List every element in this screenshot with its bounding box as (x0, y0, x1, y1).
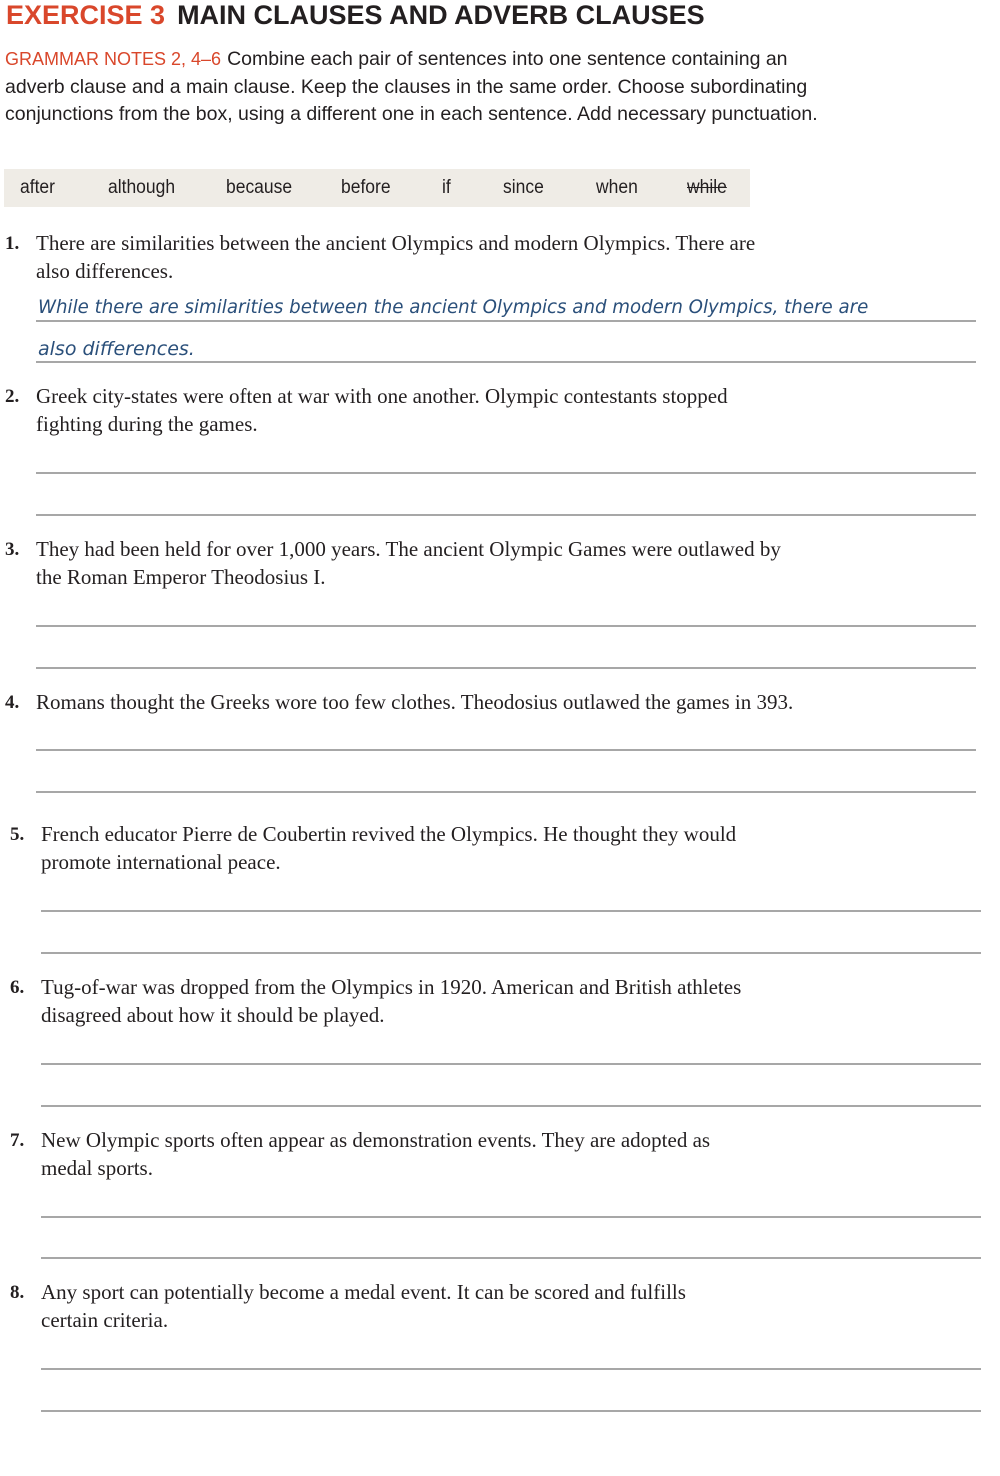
item-number: 6. (10, 977, 25, 998)
sentence-line: also differences. (36, 258, 174, 283)
item-number: 3. (5, 539, 20, 560)
sentence-line: Romans thought the Greeks wore too few clothes. Theodosius outlawed the games in 393. (36, 690, 794, 714)
item-sentence (36, 689, 793, 717)
word-since: since (503, 177, 544, 198)
answer-line[interactable] (36, 320, 976, 322)
answer-line[interactable] (41, 910, 981, 912)
answer-line[interactable] (41, 952, 981, 954)
answer-line[interactable] (36, 361, 976, 363)
exercise-heading: MAIN CLAUSES AND ADVERB CLAUSES (177, 0, 705, 30)
item-number: 2. (5, 386, 20, 407)
word-after: after (20, 177, 55, 198)
word-because: because (226, 177, 293, 198)
answer-line[interactable] (36, 472, 976, 474)
word-when: when (596, 177, 638, 198)
item-sentence (41, 1279, 686, 1334)
sentence-line: disagreed about how it should be played. (41, 1002, 385, 1027)
answer-line[interactable] (41, 1368, 981, 1370)
item-sentence (41, 974, 741, 1029)
answer-line[interactable] (36, 749, 976, 751)
word-before: before (341, 177, 391, 198)
word-while-crossed-out: while (687, 177, 727, 198)
word-although: although (108, 177, 176, 198)
item-number: 8. (10, 1282, 25, 1303)
answer-line[interactable] (41, 1410, 981, 1412)
item-sentence (41, 821, 736, 876)
answer-line[interactable] (36, 514, 976, 516)
conjunction-word-box (4, 169, 750, 207)
item-sentence (36, 383, 728, 438)
answer-line[interactable] (41, 1257, 981, 1259)
word-if: if (442, 177, 451, 198)
answer-line[interactable] (36, 625, 976, 627)
item-sentence (41, 1127, 710, 1182)
item-number: 5. (10, 824, 25, 845)
answer-line[interactable] (36, 667, 976, 669)
instructions (5, 46, 845, 129)
item-sentence (36, 536, 781, 591)
answer-line[interactable] (41, 1216, 981, 1218)
handwritten-answer-line: also differences. (38, 338, 195, 360)
sentence-line: the Roman Emperor Theodosius I. (36, 564, 326, 589)
exercise-title (6, 0, 705, 31)
sentence-line: fighting during the games. (36, 411, 258, 436)
item-number: 7. (10, 1130, 25, 1151)
sentence-line: medal sports. (41, 1155, 153, 1180)
sentence-line: New Olympic sports often appear as demonstration events. They are adopted as (41, 1128, 711, 1152)
instructions-text: Combine each pair of sentences into one sentence containing an adverb clause and a main clause. Keep the clauses in the same order. Choose subordinating conjunctions from the box, using a different one in each sentence. Add necessary punctuation. (5, 48, 818, 125)
sentence-line: Tug-of-war was dropped from the Olympics in 1920. American and British athletes (41, 975, 742, 999)
sentence-line: French educator Pierre de Coubertin revived the Olympics. He thought they would (41, 822, 737, 846)
answer-line[interactable] (41, 1105, 981, 1107)
answer-line[interactable] (41, 1063, 981, 1065)
item-number: 1. (5, 233, 20, 254)
item-number: 4. (5, 692, 20, 713)
sentence-line: Any sport can potentially become a medal event. It can be scored and fulfills (41, 1280, 686, 1304)
exercise-label: EXERCISE 3 (6, 0, 166, 30)
handwritten-answer-line: While there are similarities between the ancient Olympics and modern Olympics, there are (38, 296, 869, 318)
sentence-line: Greek city-states were often at war with one another. Olympic contestants stopped (36, 384, 728, 408)
sentence-line: They had been held for over 1,000 years. The ancient Olympic Games were outlawed by (36, 537, 781, 561)
answer-line[interactable] (36, 791, 976, 793)
grammar-notes-label: GRAMMAR NOTES 2, 4–6 (5, 49, 222, 69)
sentence-line: promote international peace. (41, 849, 281, 874)
sentence-line: There are similarities between the ancient Olympics and modern Olympics. There are (36, 231, 756, 255)
item-sentence (36, 230, 755, 285)
sentence-line: certain criteria. (41, 1307, 169, 1332)
